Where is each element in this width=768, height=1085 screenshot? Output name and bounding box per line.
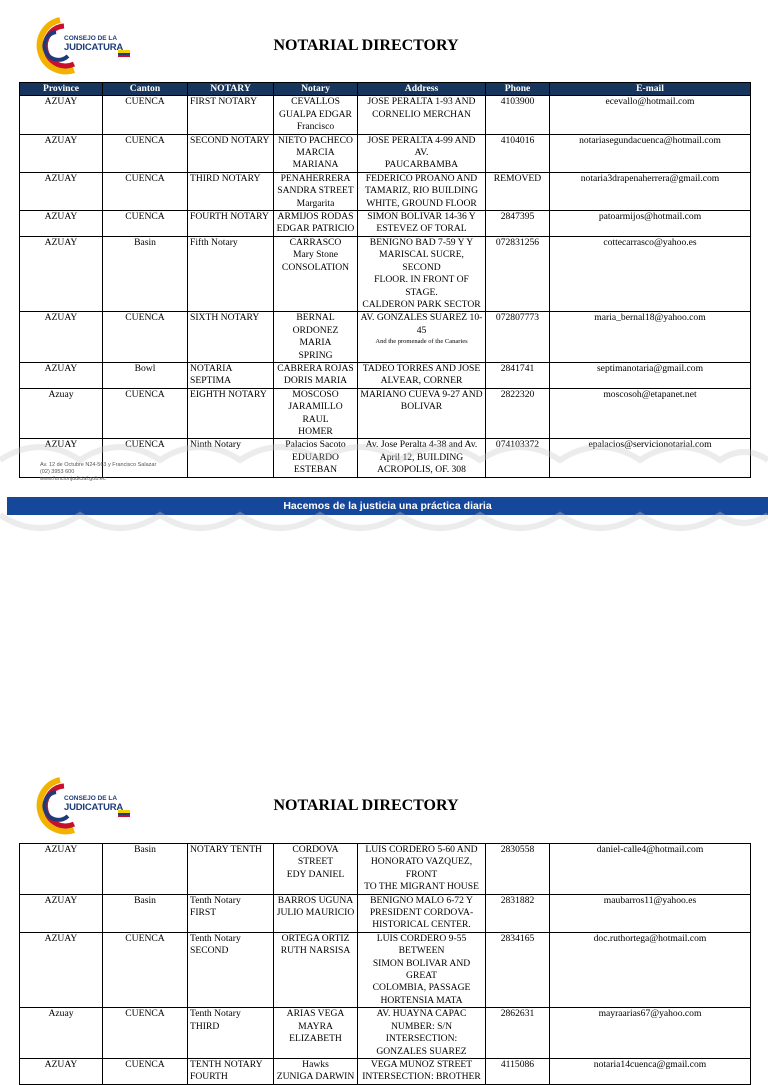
cell-address [358, 894, 486, 932]
cell-address [358, 96, 486, 134]
cell-address-text: TADEO TORRES AND JOSE ALVEAR, CORNER [362, 362, 481, 387]
cell-notary-title [188, 844, 274, 895]
header-canton: Canton [103, 83, 188, 96]
cell-email-text: ecevallo@hotmail.com [605, 96, 695, 108]
cell-canton-text: CUENCA [125, 211, 165, 223]
cell-notary-name-text: CEVALLOS GUALPA EDGAR Francisco [279, 96, 352, 133]
cell-email[interactable] [550, 932, 751, 1007]
cell-notary-title-text: NOTARY TENTH [190, 844, 262, 855]
cell-email-text: maubarros11@yahoo.es [603, 894, 697, 906]
cell-canton-text: CUENCA [125, 312, 165, 324]
cell-email[interactable] [550, 894, 751, 932]
logo-line-2: JUDICATURA [64, 41, 124, 53]
cell-address [358, 236, 486, 311]
table-row [20, 844, 751, 895]
cell-canton-text: CUENCA [125, 172, 165, 184]
cell-notary-name-text: ARMIJOS RODAS EDGAR PATRICIO [276, 211, 355, 235]
table-row [20, 388, 751, 439]
cell-email[interactable] [550, 1058, 751, 1084]
cell-address [358, 134, 486, 172]
footer-address-line: Av. 12 de Octubre N24-563 y Francisco Salazar [40, 462, 157, 468]
table-row [20, 96, 751, 134]
cell-province [20, 134, 103, 172]
cell-phone [486, 96, 550, 134]
cell-notary-name-text: BERNAL ORDONEZ MARIA SPRING [292, 312, 339, 361]
cell-phone [486, 134, 550, 172]
notarial-directory-table [19, 843, 751, 1085]
cell-notary-title [188, 134, 274, 172]
cell-address-text: BENIGNO MALO 6-72 Y PRESIDENT CORDOVA- HISTORICAL CENTER. [369, 894, 474, 931]
cell-notary-name [274, 844, 358, 895]
cell-province-text: AZUAY [44, 844, 78, 855]
cell-address-text: LUIS CORDERO 5-60 AND HONORATO VAZQUEZ, FRONT TO THE MIGRANT HOUSE [364, 844, 479, 893]
cell-phone-text: 072807773 [495, 312, 540, 324]
table-row [20, 362, 751, 388]
cell-canton-text: CUENCA [125, 439, 165, 451]
cell-notary-name [274, 236, 358, 311]
cell-canton-text: CUENCA [125, 134, 165, 146]
cell-phone [486, 1058, 550, 1084]
watermark-pattern [0, 515, 768, 541]
cell-address [358, 388, 486, 439]
cell-notary-title-text: TENTH NOTARY FOURTH [190, 1058, 263, 1083]
cell-address [358, 1058, 486, 1084]
cell-canton [103, 1058, 188, 1084]
cell-phone-text: 4103900 [500, 96, 535, 108]
cell-canton-text: Basin [134, 844, 156, 855]
address-note: And the promenade of the Canaries [375, 338, 468, 346]
cell-province [20, 236, 103, 311]
table-row [20, 1058, 751, 1084]
cell-notary-title [188, 96, 274, 134]
cell-phone [486, 362, 550, 388]
cell-phone [486, 211, 550, 237]
cell-notary-title [188, 894, 274, 932]
cell-canton-text: CUENCA [125, 388, 165, 400]
cell-canton [103, 172, 188, 210]
notarial-directory-table [19, 82, 751, 478]
cell-canton-text: CUENCA [125, 1058, 165, 1070]
cell-canton [103, 211, 188, 237]
cell-notary-title [188, 211, 274, 237]
cell-canton [103, 312, 188, 363]
header-province: Province [20, 83, 103, 96]
logo-line-1: CONSEJO DE LA [64, 35, 118, 42]
cell-notary-title-text: Ninth Notary [190, 439, 241, 451]
cell-notary-title-text: Fifth Notary [190, 236, 238, 248]
cell-address-text: LUIS CORDERO 9-55 BETWEEN SIMON BOLIVAR AND GREAT COLOMBIA, PASSAGE HORTENSIA MATA [372, 932, 471, 1006]
cell-email[interactable] [550, 844, 751, 895]
cell-province [20, 388, 103, 439]
cell-phone-text: 2830558 [500, 844, 535, 855]
cell-province-text: AZUAY [44, 96, 78, 108]
cell-notary-name-text: CORDOVA STREET EDY DANIEL [286, 844, 345, 880]
cell-email[interactable] [550, 172, 751, 210]
cell-notary-title-text: THIRD NOTARY [190, 172, 261, 184]
cell-phone-text: 4115086 [500, 1058, 535, 1070]
cell-canton-text: CUENCA [125, 1008, 165, 1020]
watermark-pattern [0, 434, 768, 460]
cell-address-text: VEGA MUNOZ STREET INTERSECTION: BROTHER [362, 1058, 481, 1083]
cell-address [358, 172, 486, 210]
cell-address-text: AV. GONZALES SUAREZ 10-45 [360, 312, 483, 336]
cell-phone-text: REMOVED [493, 172, 542, 184]
cell-province-text: AZUAY [44, 211, 78, 223]
cell-phone-text: 2822320 [500, 388, 535, 400]
cell-province-text: AZUAY [44, 439, 78, 451]
header-notary-name: Notary [274, 83, 358, 96]
table-body [20, 96, 751, 477]
cell-notary-name [274, 211, 358, 237]
cell-address-text: AV. HUAYNA CAPAC NUMBER: S/N INTERSECTION: GONZALES SUAREZ [376, 1008, 467, 1057]
cell-email-text: moscosoh@etapanet.net [603, 388, 697, 400]
cell-province-text: AZUAY [44, 362, 78, 374]
cell-canton-text: Bowl [134, 362, 156, 374]
cell-notary-name [274, 172, 358, 210]
cell-address-text: SIMON BOLIVAR 14-36 Y ESTEVEZ OF TORAL [367, 211, 476, 235]
cell-phone-text: 2847395 [500, 211, 535, 223]
cell-email[interactable] [550, 388, 751, 439]
logo-line-2: JUDICATURA [64, 801, 124, 813]
cell-address [358, 362, 486, 388]
cell-email-text: doc.ruthortega@hotmail.com [593, 932, 707, 944]
cell-notary-name-text: MOSCOSO JARAMILLO RAUL HOMER [288, 388, 343, 437]
cell-email[interactable] [550, 312, 751, 363]
cell-phone-text: 074103372 [495, 439, 540, 451]
footer-website-link[interactable]: www.funcionjudicial.gob.ec [40, 476, 106, 482]
cell-notary-name [274, 894, 358, 932]
table-row [20, 236, 751, 311]
footer-slogan-banner: Hacemos de la justicia una práctica diaria [7, 497, 768, 515]
cell-phone [486, 844, 550, 895]
cell-address [358, 844, 486, 895]
cell-notary-title [188, 172, 274, 210]
cell-notary-name-text: CABRERA ROJAS DORIS MARIA [277, 362, 354, 387]
cell-email[interactable] [550, 96, 751, 134]
footer-address [40, 462, 156, 483]
cell-notary-title-text: Tenth Notary FIRST [190, 894, 241, 919]
table-row [20, 312, 751, 363]
cell-province-text: Azuay [48, 388, 74, 400]
cell-email[interactable] [550, 362, 751, 388]
cell-address [358, 1008, 486, 1059]
cell-notary-name-text: ARIAS VEGA MAYRA ELIZABETH [286, 1008, 345, 1045]
header-phone: Phone [486, 83, 550, 96]
cell-canton [103, 362, 188, 388]
header-email: E-mail [550, 83, 751, 96]
cell-province [20, 1008, 103, 1059]
cell-address-text: MARIANO CUEVA 9-27 AND BOLIVAR [360, 388, 483, 413]
cell-address [358, 211, 486, 237]
cell-email-text: daniel-calle4@hotmail.com [596, 844, 704, 855]
cell-notary-name [274, 362, 358, 388]
cell-phone [486, 894, 550, 932]
cell-address-text: JOSE PERALTA 1-93 AND CORNELIO MERCHAN [367, 96, 476, 120]
cell-canton [103, 894, 188, 932]
page-title: NOTARIAL DIRECTORY [273, 797, 459, 814]
cell-phone-text: 072831256 [495, 236, 540, 248]
cell-province [20, 172, 103, 210]
cell-email-text: notariasegundacuenca@hotmail.com [579, 134, 721, 146]
cell-email-text: cottecarrasco@yahoo.es [603, 236, 697, 248]
table-row [20, 172, 751, 210]
table-row [20, 134, 751, 172]
cell-address-text: Av. Jose Peralta 4-38 and Av. April 12, BUILDING ACROPOLIS, OF. 308 [365, 439, 478, 476]
cell-province-text: AZUAY [44, 172, 78, 184]
cell-email-text: mayraarias67@yahoo.com [598, 1008, 702, 1020]
cell-email-text: notaria3drapenaherrera@gmail.com [580, 172, 720, 184]
cell-phone-text: 2862631 [500, 1008, 535, 1020]
cell-canton-text: Basin [134, 236, 156, 248]
cell-province-text: AZUAY [44, 932, 78, 944]
cell-canton [103, 388, 188, 439]
cell-canton [103, 134, 188, 172]
cell-notary-name-text: ORTEGA ORTIZ RUTH NARSISA [280, 932, 351, 957]
cell-province [20, 932, 103, 1007]
cell-phone-text: 2834165 [500, 932, 535, 944]
table-header-row [20, 83, 751, 96]
footer-phone-line: (02) 3953 600 [40, 469, 75, 475]
cell-address [358, 932, 486, 1007]
cell-email[interactable] [550, 211, 751, 237]
cell-phone [486, 932, 550, 1007]
cell-province [20, 96, 103, 134]
cell-notary-name [274, 932, 358, 1007]
table-row [20, 1008, 751, 1059]
cell-address-text: BENIGNO BAD 7-59 Y Y MARISCAL SUCRE, SECOND FLOOR. IN FRONT OF STAGE. CALDERON PARK SECTOR [362, 236, 481, 310]
cell-canton-text: Basin [134, 894, 156, 906]
cell-notary-name [274, 1008, 358, 1059]
cell-phone [486, 1008, 550, 1059]
cell-email-text: notaria14cuenca@gmail.com [593, 1058, 707, 1070]
cell-address [358, 312, 486, 363]
cell-province-text: AZUAY [44, 236, 78, 248]
cell-canton [103, 932, 188, 1007]
cell-notary-name-text: PENAHERRERA SANDRA STREET Margarita [277, 172, 354, 209]
cell-email-text: septimanotaria@gmail.com [596, 362, 704, 374]
cell-canton [103, 1008, 188, 1059]
cell-canton [103, 236, 188, 311]
cell-phone [486, 312, 550, 363]
cell-notary-title-text: EIGHTH NOTARY [190, 388, 267, 400]
cell-notary-title [188, 1008, 274, 1059]
cell-phone-text: 4104016 [500, 134, 535, 146]
cell-notary-name [274, 96, 358, 134]
cell-canton [103, 96, 188, 134]
page-title: NOTARIAL DIRECTORY [273, 37, 459, 54]
cell-notary-title-text: SIXTH NOTARY [190, 312, 260, 324]
cell-notary-title-text: FOURTH NOTARY [190, 211, 269, 223]
cell-email-text: patoarmijos@hotmail.com [598, 211, 702, 223]
cell-province-text: AZUAY [44, 312, 78, 324]
header-address: Address [358, 83, 486, 96]
cell-notary-title-text: FIRST NOTARY [190, 96, 258, 108]
cell-notary-title [188, 1058, 274, 1084]
cell-notary-name-text: Hawks ZUNIGA DARWIN [276, 1058, 355, 1083]
cell-email[interactable] [550, 1008, 751, 1059]
cell-phone [486, 172, 550, 210]
header-notary-title: NOTARY [188, 83, 274, 96]
cell-notary-name-text: CARRASCO Mary Stone CONSOLATION [281, 236, 350, 273]
cell-province-text: AZUAY [44, 1058, 78, 1070]
cell-email[interactable] [550, 236, 751, 311]
cell-canton-text: CUENCA [125, 96, 165, 108]
table-body [20, 844, 751, 1085]
cell-notary-name [274, 388, 358, 439]
cell-province [20, 894, 103, 932]
cell-notary-name [274, 134, 358, 172]
cell-province [20, 1058, 103, 1084]
cell-notary-name [274, 312, 358, 363]
cell-province [20, 211, 103, 237]
cell-notary-title [188, 388, 274, 439]
cell-notary-title-text: Tenth Notary SECOND [190, 932, 241, 957]
cell-notary-name [274, 1058, 358, 1084]
cell-province-text: AZUAY [44, 134, 78, 146]
cell-notary-title [188, 312, 274, 363]
cell-notary-title-text: SECOND NOTARY [190, 134, 270, 146]
cell-email[interactable] [550, 134, 751, 172]
cell-address-text: JOSE PERALTA 4-99 AND AV. PAUCARBAMBA [367, 134, 476, 171]
cell-phone-text: 2841741 [500, 362, 535, 374]
cell-province [20, 844, 103, 895]
cell-notary-name-text: NIETO PACHECO MARCIA MARIANA [278, 134, 353, 171]
table-row [20, 894, 751, 932]
table-row [20, 211, 751, 237]
cell-notary-name-text: Palacios Sacoto EDUARDO ESTEBAN [285, 439, 346, 476]
cell-email-text: maria_bernal18@yahoo.com [594, 312, 706, 324]
cell-phone [486, 388, 550, 439]
cell-canton-text: CUENCA [125, 932, 165, 944]
cell-phone-text: 2831882 [500, 894, 535, 906]
cell-notary-title [188, 236, 274, 311]
cell-notary-name-text: BARROS UGUNA JULIO MAURICIO [276, 894, 355, 919]
cell-province-text: AZUAY [44, 894, 78, 906]
cell-notary-title-text: Tenth Notary THIRD [190, 1008, 241, 1032]
cell-notary-title [188, 932, 274, 1007]
cell-province [20, 362, 103, 388]
table-row [20, 932, 751, 1007]
cell-notary-title [188, 362, 274, 388]
cell-email-text: epalacios@servicionotarial.com [588, 439, 712, 451]
cell-address-text: FEDERICO PROANO AND TAMARIZ, RIO BUILDING WHITE, GROUND FLOOR [364, 172, 478, 209]
cell-province [20, 312, 103, 363]
cell-province-text: Azuay [48, 1008, 74, 1020]
logo-line-1: CONSEJO DE LA [64, 795, 118, 802]
cell-phone [486, 236, 550, 311]
cell-canton [103, 844, 188, 895]
cell-notary-title-text: NOTARIA SEPTIMA [190, 362, 232, 387]
